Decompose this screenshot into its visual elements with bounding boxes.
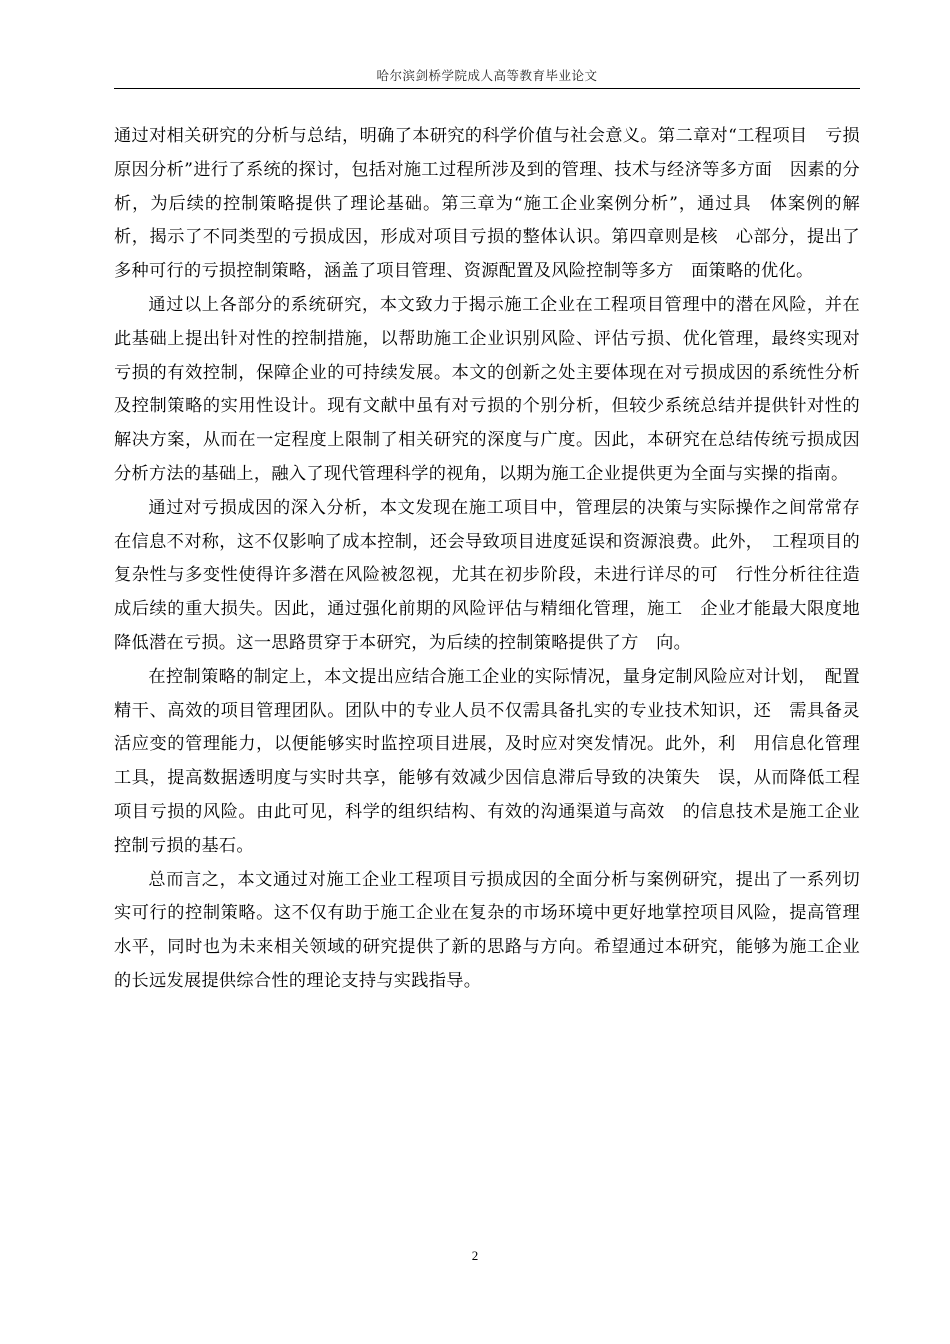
running-header: 哈尔滨剑桥学院成人高等教育毕业论文 [376, 68, 598, 83]
page-number: 2 [471, 1248, 479, 1263]
paragraph-innovation: 通过以上各部分的系统研究，本文致力于揭示施工企业在工程项目管理中的潜在风险，并在此基础上提出针对性的控制措施，以帮助施工企业识别风险、评估亏损、优化管理，最终实现对亏损的有效控制，保障企业的可持续发展。本文的创新之处主要体现在对亏损成因的系统性分析及控制策略的实用性设计。现有文献中虽有对亏损的个别分析，但较少系统总结并提供针对性的解决方案，从而在一定程度上限制了相关研究的深度与广度。因此，本研究在总结传统亏损成因分析方法的基础上，融入了现代管理科学的视角，以期为施工企业提供更为全面与实操的指南。 [114, 294, 860, 484]
paragraph-conclusion: 总而言之，本文通过对施工企业工程项目亏损成因的全面分析与案例研究，提出了一系列切实可行的控制策略。这不仅有助于施工企业在复杂的市场环境中更好地掌控项目风险，提高管理水平，同时也为未来相关领域的研究提供了新的思路与方向。希望通过本研究，能够为施工企业的长远发展提供综合性的理论支持与实践指导。 [114, 869, 860, 991]
paragraph-control-strategy: 在控制策略的制定上，本文提出应结合施工企业的实际情况，量身定制风险应对计划， 配置精干、高效的项目管理团队。团队中的专业人员不仅需具备扎实的专业技术知识，还 需具备灵活应变的管理能力，以便能够实时监控项目进展，及时应对突发情况。此外，利 用信息化管理工具，提高数据透明度与实时共享，能够有效减少因信息滞后导致的决策失 误，从而降低工程项目亏损的风险。由此可见，科学的组织结构、有效的沟通渠道与高效 的信息技术是施工企业控制亏损的基石。 [114, 666, 860, 856]
document-body [114, 120, 860, 999]
paragraph-analysis: 通过对亏损成因的深入分析，本文发现在施工项目中，管理层的决策与实际操作之间常常存在信息不对称，这不仅影响了成本控制，还会导致项目进度延误和资源浪费。此外， 工程项目的复杂性与多变性使得许多潜在风险被忽视，尤其在初步阶段，未进行详尽的可 行性分析往往造成后续的重大损失。因此，通过强化前期的风险评估与精细化管理，施工 企业才能最大限度地降低潜在亏损。这一思路贯穿于本研究，为后续的控制策略提供了方 向。 [114, 497, 860, 653]
header-divider [114, 88, 860, 89]
paragraph-continuation: 通过对相关研究的分析与总结，明确了本研究的科学价值与社会意义。第二章对“工程项目 亏损原因分析”进行了系统的探讨，包括对施工过程所涉及到的管理、技术与经济等多方面 因素的分析，为后续的控制策略提供了理论基础。第三章为“施工企业案例分析”，通过具 体案例的解析，揭示了不同类型的亏损成因，形成对项目亏损的整体认识。第四章则是核 心部分，提出了多种可行的亏损控制策略，涵盖了项目管理、资源配置及风险控制等多方 面策略的优化。 [114, 126, 860, 282]
